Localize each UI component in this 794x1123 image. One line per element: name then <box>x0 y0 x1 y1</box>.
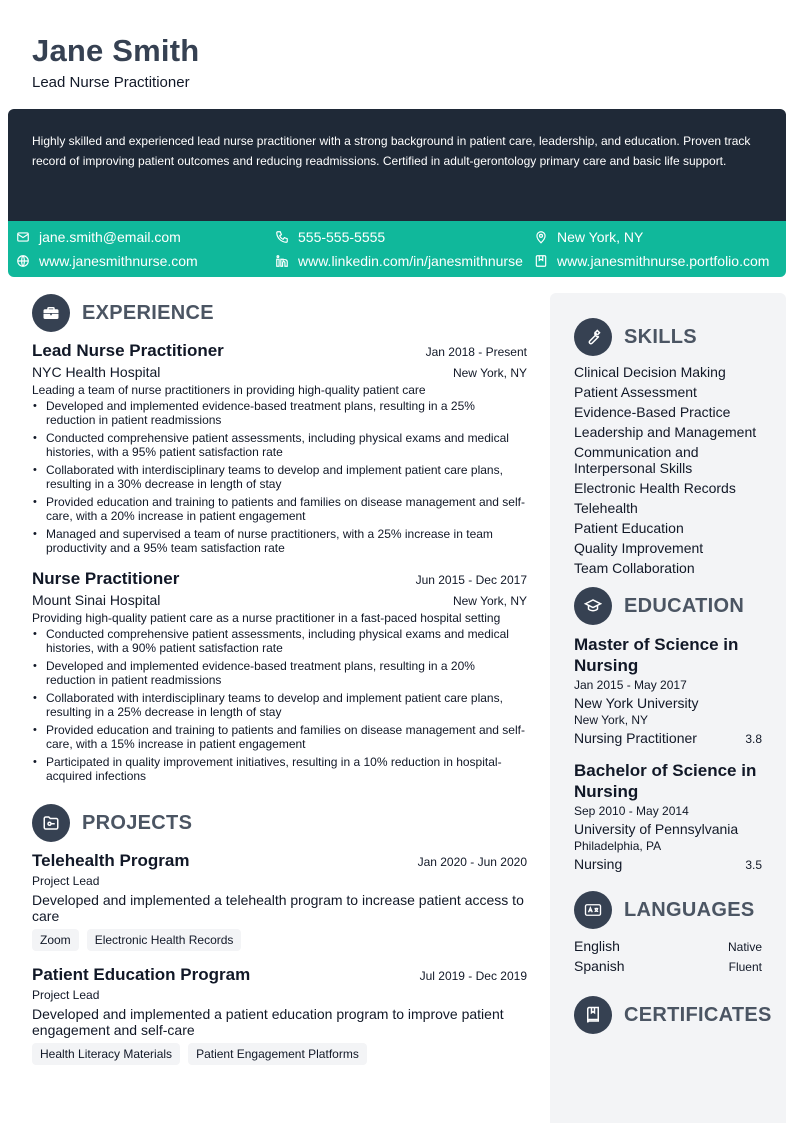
job-bullet: • Managed and supervised a team of nurse practitioners, with a 25% increase in team productivity and a 95% team satisfaction rate <box>32 527 527 555</box>
edu-field: Nursing <box>574 856 623 872</box>
phone-icon <box>275 230 289 244</box>
linkedin-text: www.linkedin.com/in/janesmithnurse <box>298 253 523 269</box>
book-icon <box>574 996 612 1034</box>
edu-field: Nursing Practitioner <box>574 730 697 746</box>
summary-panel <box>8 109 786 221</box>
project-role: Project Lead <box>32 874 100 888</box>
job-employer: Mount Sinai Hospital <box>32 592 161 608</box>
certificates-title: CERTIFICATES <box>624 1003 772 1026</box>
experience-header <box>32 293 527 333</box>
education-title: EDUCATION <box>624 594 745 617</box>
project-title: Patient Education Program <box>32 965 251 984</box>
job-bullet: • Developed and implemented evidence-based treatment plans, resulting in a 20% reduction in patient readmissions <box>32 659 527 687</box>
experience-title: EXPERIENCE <box>82 301 214 324</box>
job-bullet: • Developed and implemented evidence-based treatment plans, resulting in a 25% reduction in patient readmissions <box>32 399 527 427</box>
skill-item: Leadership and Management <box>574 424 757 440</box>
skills-title: SKILLS <box>624 325 697 348</box>
project-description: Developed and implemented a telehealth program to increase patient access to care <box>32 892 524 924</box>
languages-title: LANGUAGES <box>624 898 755 921</box>
edu-school: University of Pennsylvania <box>574 821 739 837</box>
skill-item: Quality Improvement <box>574 540 704 556</box>
project-dates: Jul 2019 - Dec 2019 <box>419 969 527 983</box>
language-item <box>574 938 762 958</box>
job-entry <box>32 341 527 555</box>
phone-text: 555-555-5555 <box>298 229 386 245</box>
skills-header <box>574 317 762 357</box>
edu-gpa: 3.8 <box>745 732 762 746</box>
job-location: New York, NY <box>452 594 527 608</box>
job-bullet: • Collaborated with interdisciplinary teams to develop and implement patient care plans, resulting in a 25% decrease in length of stay <box>32 691 527 719</box>
edu-dates: Sep 2010 - May 2014 <box>574 804 689 818</box>
job-bullets <box>32 627 527 783</box>
candidate-title: Lead Nurse Practitioner <box>32 74 190 91</box>
language-item <box>574 958 762 978</box>
job-bullet: • Collaborated with interdisciplinary teams to develop and implement patient care plans, resulting in a 30% decrease in length of stay <box>32 463 527 491</box>
job-bullet: • Conducted comprehensive patient assessments, including physical exams and medical histories, with a 90% patient satisfaction rate <box>32 627 527 655</box>
skill-item: Telehealth <box>574 500 638 516</box>
languages-list <box>574 938 762 978</box>
job-description: Providing high-quality patient care as a nurse practitioner in a fast-paced hospital setting <box>32 611 501 625</box>
education-entry <box>574 634 762 746</box>
contact-location <box>534 227 643 247</box>
language-name: English <box>574 938 620 954</box>
skill-item: Evidence-Based Practice <box>574 404 731 420</box>
job-description: Leading a team of nurse practitioners in providing high-quality patient care <box>32 383 426 397</box>
certificates-header <box>574 995 772 1035</box>
skill-item: Patient Education <box>574 520 684 536</box>
project-dates: Jan 2020 - Jun 2020 <box>417 855 527 869</box>
edu-degree: Bachelor of Science in Nursing <box>574 761 757 801</box>
location-text: New York, NY <box>557 229 644 245</box>
summary-text: Highly skilled and experienced lead nurse practitioner with a strong background in patient care, leadership, and education. Proven track record of improving patient outcomes and reducing readmissions. Certified in adult-gerontology primary care and basic life support. <box>32 134 751 168</box>
project-tags <box>32 1043 527 1065</box>
folder-icon <box>32 804 70 842</box>
briefcase-icon <box>32 294 70 332</box>
project-description: Developed and implemented a patient education program to improve patient engagement and self-care <box>32 1006 504 1038</box>
map-pin-icon <box>534 230 548 244</box>
project-tag: Patient Engagement Platforms <box>188 1043 367 1065</box>
project-tag: Electronic Health Records <box>87 929 242 951</box>
project-entry <box>32 965 527 1065</box>
language-level: Native <box>727 940 762 954</box>
contact-phone[interactable] <box>275 227 385 247</box>
skill-item: Team Collaboration <box>574 560 695 576</box>
job-bullet: • Conducted comprehensive patient assessments, including physical exams and medical histories, with a 95% patient satisfaction rate <box>32 431 527 459</box>
project-tag: Health Literacy Materials <box>32 1043 180 1065</box>
main-column <box>32 293 527 1065</box>
education-header <box>574 586 762 626</box>
language-name: Spanish <box>574 958 625 974</box>
edu-dates: Jan 2015 - May 2017 <box>574 678 687 692</box>
education-entry <box>574 760 762 872</box>
email-text: jane.smith@email.com <box>39 229 181 245</box>
projects-header <box>32 803 527 843</box>
job-bullet: • Provided education and training to patients and families on disease management and self-care, with a 15% increase in patient engagement <box>32 723 527 751</box>
edu-gpa: 3.5 <box>745 858 762 872</box>
edu-degree: Master of Science in Nursing <box>574 635 739 675</box>
job-bullet: • Provided education and training to patients and families on disease management and self-care, with a 20% increase in patient engagement <box>32 495 527 523</box>
skill-item: Electronic Health Records <box>574 480 736 496</box>
job-dates: Jan 2018 - Present <box>425 345 527 359</box>
edu-location: New York, NY <box>574 713 649 727</box>
portfolio-text: www.janesmithnurse.portfolio.com <box>557 253 770 269</box>
job-bullets <box>32 399 527 555</box>
projects-title: PROJECTS <box>82 811 193 834</box>
translate-icon <box>574 891 612 929</box>
wrench-icon <box>574 318 612 356</box>
contact-linkedin[interactable] <box>275 251 523 271</box>
project-title: Telehealth Program <box>32 851 190 870</box>
skill-item: Clinical Decision Making <box>574 364 726 380</box>
graduation-cap-icon <box>574 587 612 625</box>
job-title: Lead Nurse Practitioner <box>32 341 224 360</box>
globe-icon <box>16 254 30 268</box>
skills-list <box>574 364 762 576</box>
skill-item: Communication and Interpersonal Skills <box>574 444 699 476</box>
project-role: Project Lead <box>32 988 100 1002</box>
job-employer: NYC Health Hospital <box>32 364 161 380</box>
contact-bar <box>8 221 786 277</box>
language-level: Fluent <box>728 960 762 974</box>
edu-location: Philadelphia, PA <box>574 839 662 853</box>
contact-email[interactable] <box>16 227 181 247</box>
website-text: www.janesmithnurse.com <box>39 253 198 269</box>
job-title: Nurse Practitioner <box>32 569 180 588</box>
languages-header <box>574 890 762 930</box>
edu-school: New York University <box>574 695 699 711</box>
job-entry <box>32 569 527 783</box>
mail-icon <box>16 230 30 244</box>
project-tag: Zoom <box>32 929 79 951</box>
job-bullet: • Participated in quality improvement initiatives, resulting in a 10% reduction in hospital-acquired infections <box>32 755 527 783</box>
project-tags <box>32 929 527 951</box>
job-dates: Jun 2015 - Dec 2017 <box>415 573 527 587</box>
job-location: New York, NY <box>452 366 527 380</box>
contact-website[interactable] <box>16 251 198 271</box>
contact-portfolio[interactable] <box>534 251 769 271</box>
sidebar <box>550 293 786 1123</box>
candidate-name: Jane Smith <box>32 33 200 68</box>
skill-item: Patient Assessment <box>574 384 697 400</box>
portfolio-icon <box>534 254 548 268</box>
linkedin-icon <box>275 254 289 268</box>
project-entry <box>32 851 527 951</box>
resume-header <box>32 32 199 91</box>
